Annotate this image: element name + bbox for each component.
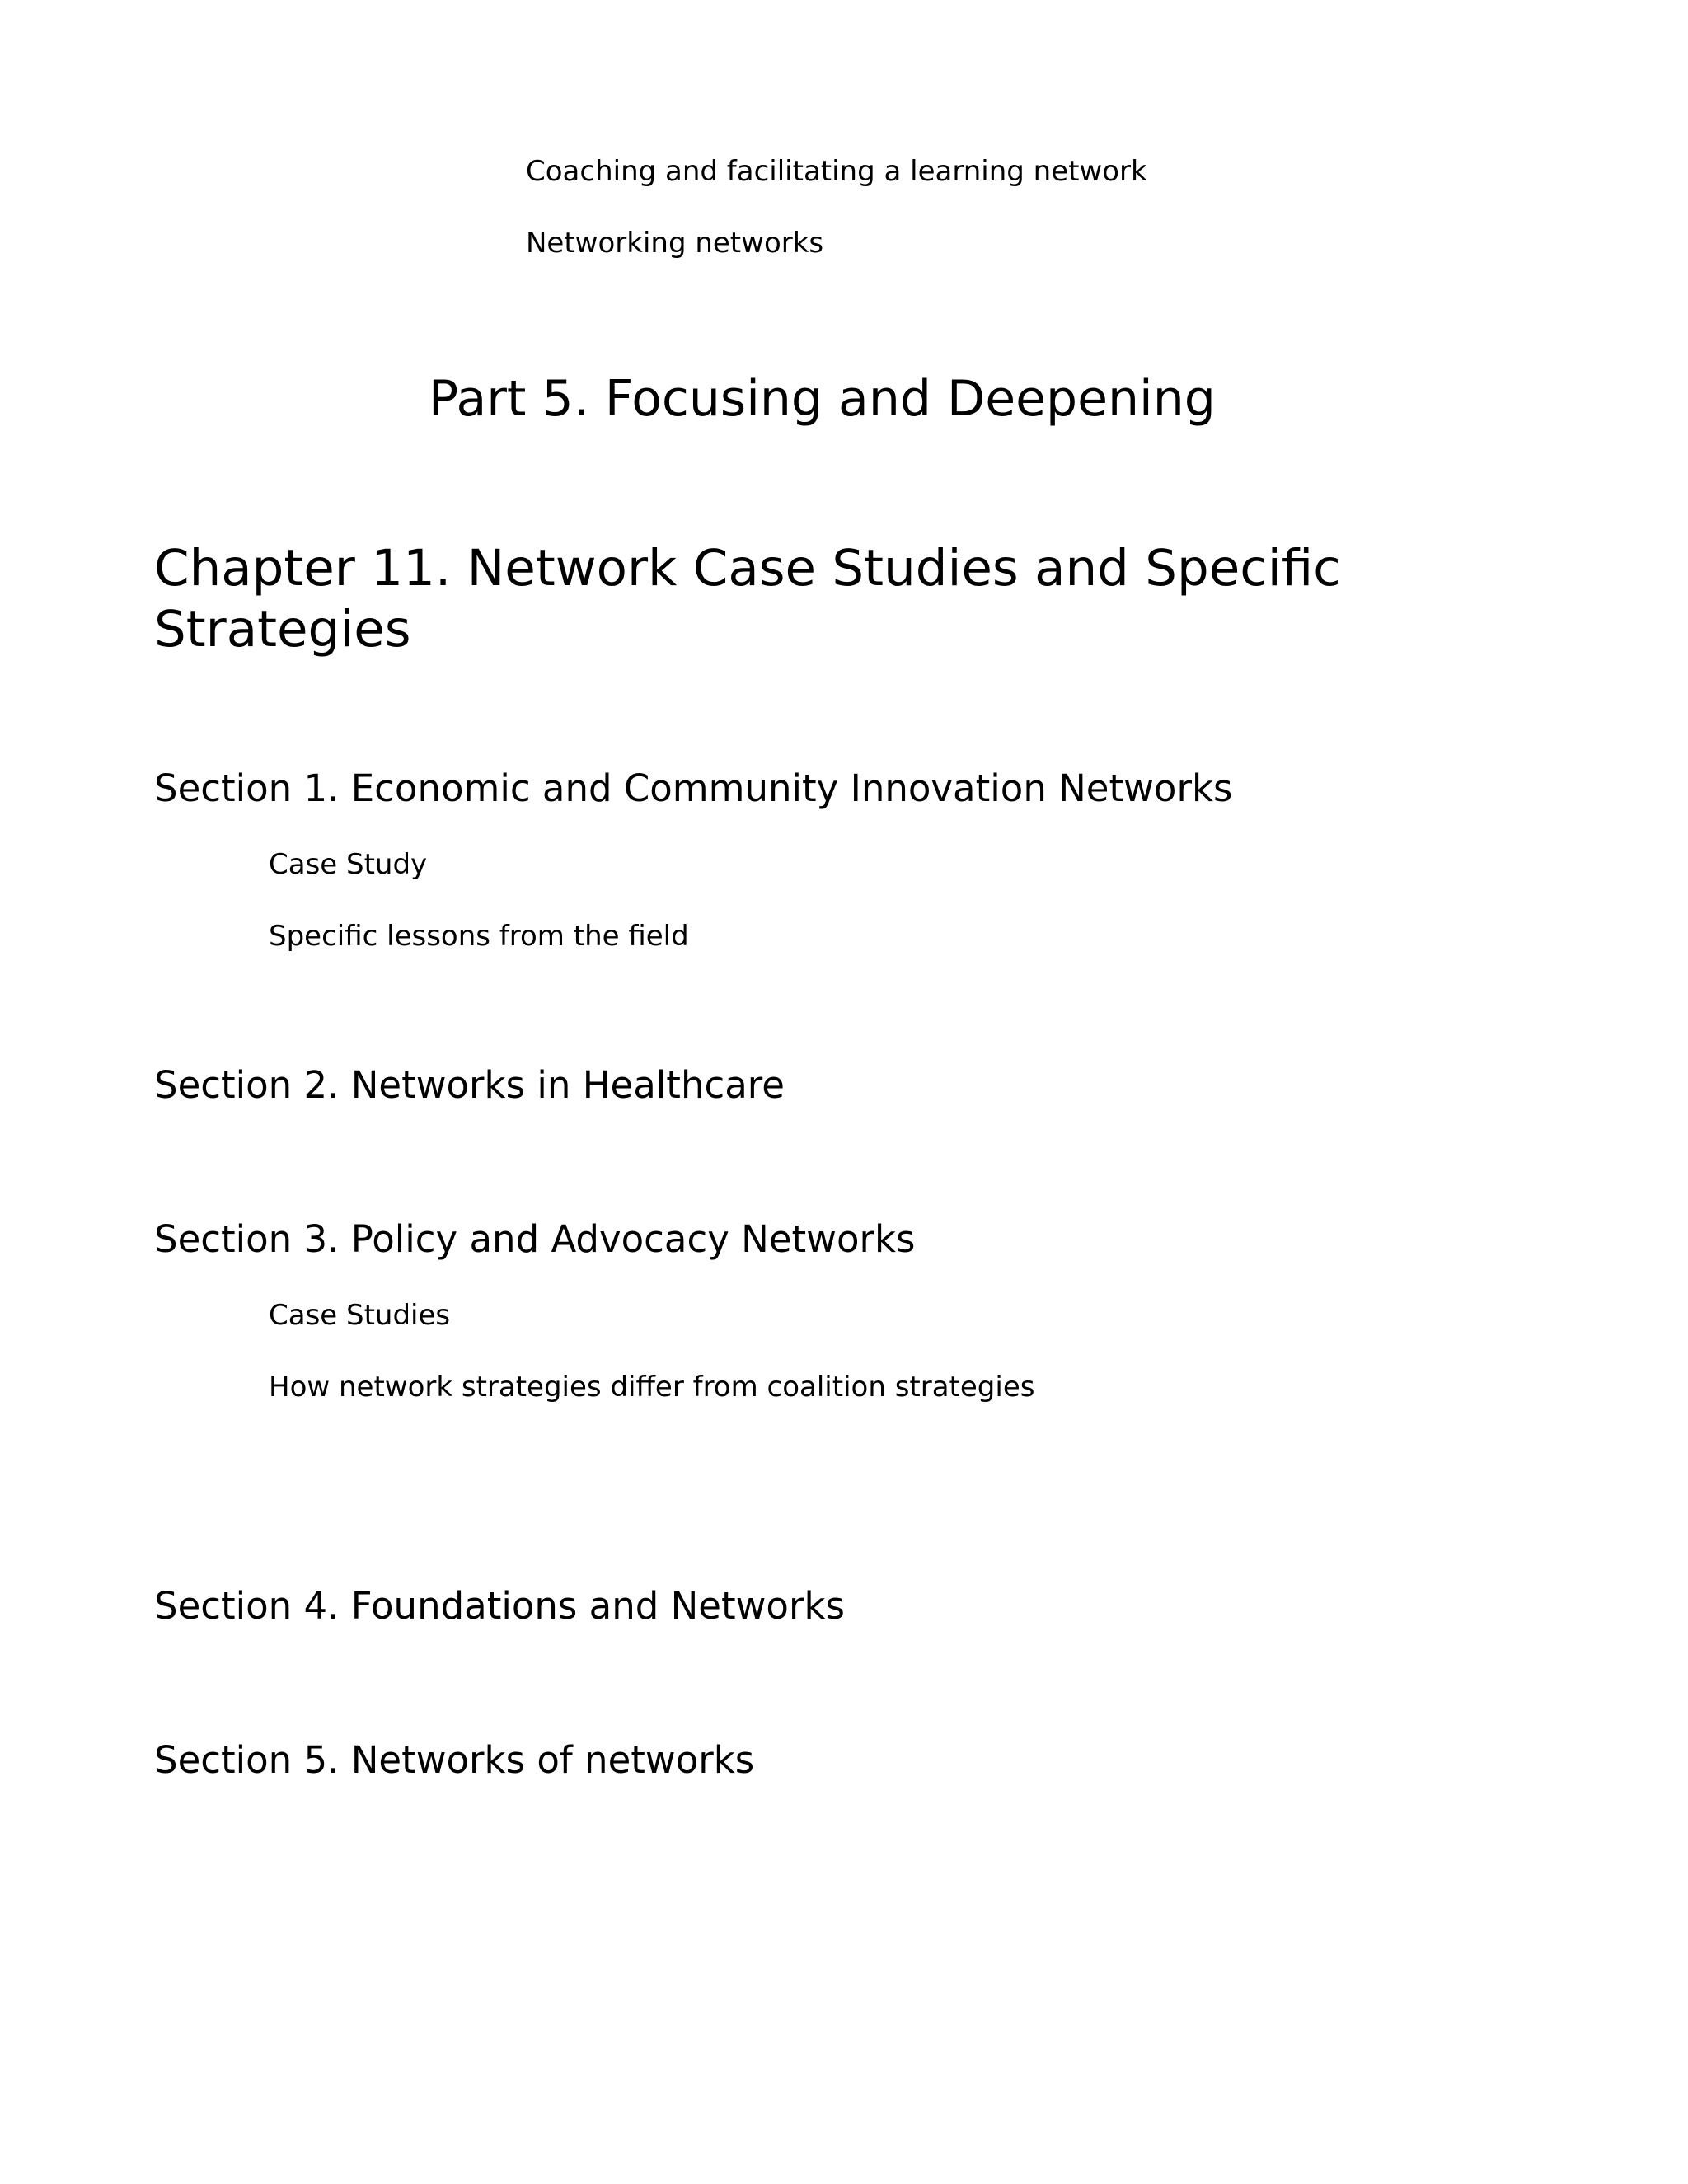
section-5-title: Section 5. Networks of networks bbox=[154, 1738, 755, 1782]
toc-item-networking-networks: Networking networks bbox=[526, 227, 824, 260]
section-4-title: Section 4. Foundations and Networks bbox=[154, 1584, 845, 1628]
toc-item-coaching: Coaching and facilitating a learning network bbox=[526, 155, 1147, 188]
section-1-item-lessons: Specific lessons from the field bbox=[269, 920, 689, 953]
section-2-title: Section 2. Networks in Healthcare bbox=[154, 1063, 785, 1107]
section-3-item-strategies: How network strategies differ from coalition strategies bbox=[269, 1371, 1035, 1404]
section-3-title: Section 3. Policy and Advocacy Networks bbox=[154, 1217, 916, 1261]
part-title: Part 5. Focusing and Deepening bbox=[429, 370, 1216, 428]
chapter-title: Chapter 11. Network Case Studies and Specific Strategies bbox=[154, 539, 1341, 658]
section-3-item-case-studies: Case Studies bbox=[269, 1299, 451, 1332]
section-1-item-case-study: Case Study bbox=[269, 848, 428, 881]
section-1-title: Section 1. Economic and Community Innovation Networks bbox=[154, 766, 1233, 810]
